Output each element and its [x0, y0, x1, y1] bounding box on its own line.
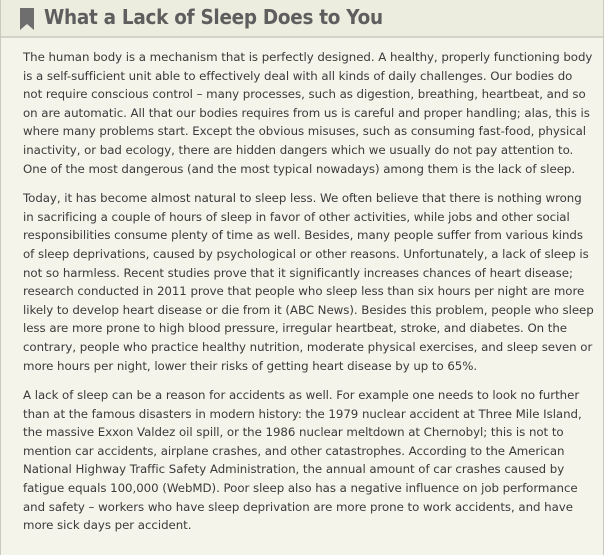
article-paragraph: A lack of sleep can be a reason for accidents as well. For example one needs to look no further than at the famous disasters in modern history: the 1979 nuclear accident at Three Mile Island, the massive Exxon Valdez oil spill, or the 1986 nuclear meltdown at Chernobyl; this is not to mention car accidents, airplane crashes, and other catastrophes. According to the American National Highway Traffic Safety Administration, the annual amount of car crashes caused by fatigue equals 100,000 (WebMD). Poor sleep also has a negative influence on job performance and safety – workers who have sleep deprivation are more prone to work accidents, and have more sick days per accident. — [23, 388, 582, 533]
article-paragraph: Today, it has become almost natural to sleep less. We often believe that there is nothing wrong in sacrificing a couple of hours of sleep in favor of other activities, while jobs and other social responsibilities consume plenty of time as well. Besides, many people suffer from various kinds of sleep deprivations, caused by psychological or other reasons. Unfortunately, a lack of sleep is not so harmless. Recent studies prove that it significantly increases chances of heart disease; research conducted in 2011 prove that people who sleep less than six hours per night are more likely to develop heart disease or die from it (ABC News). Besides this problem, people who sleep less are more prone to high blood pressure, irregular heartbeat, stroke, and diabetes. On the contrary, people who practice healthy nutrition, moderate physical exercises, and sleep seven or more hours per night, lower their risks of getting heart disease by up to 65%. — [23, 191, 594, 373]
bookmark-icon — [20, 8, 34, 30]
article-header — [1, 0, 603, 38]
article-paragraph: The human body is a mechanism that is perfectly designed. A healthy, properly functioning body is a self-sufficient unit able to effectively deal with all kinds of daily challenges. Our bodies do not require conscious control – many processes, such as digestion, breathing, heartbeat, and so on are automatic. All that our bodies requires from us is careful and proper handling; alas, this is where many problems start. Except the obvious misuses, such as consuming fast-food, physical inactivity, or bad ecology, there are hidden dangers which we usually do not pay attention to. One of the most dangerous (and the most typical nowadays) among them is the lack of sleep. — [23, 50, 593, 176]
article-title: What a Lack of Sleep Does to You — [44, 5, 383, 29]
article-body — [23, 48, 595, 546]
